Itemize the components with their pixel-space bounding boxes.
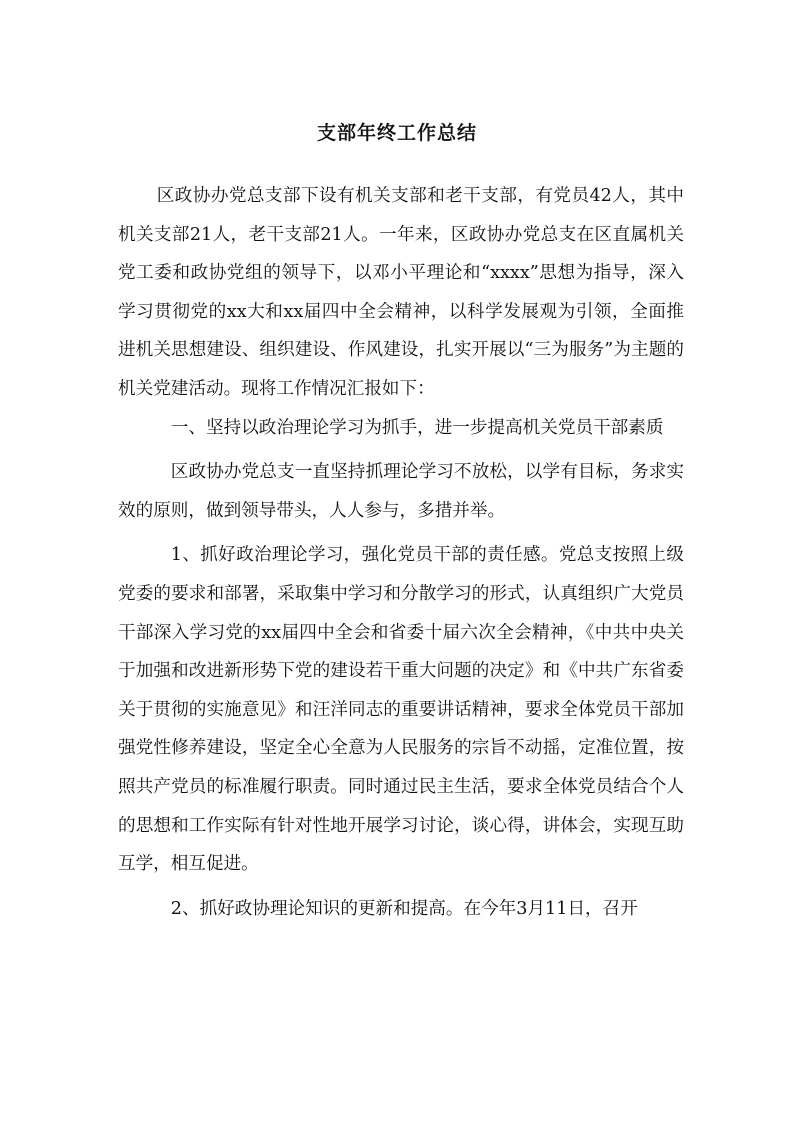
paragraph-intro: 区政协办党总支部下设有机关支部和老干支部，有党员42人，其中机关支部21人，老干支部21人。一年来，区政协办党总支在区直属机关党工委和政协党组的领导下，以邓小平理论和“xxxx”思想为指导，深入学习贯彻党的xx大和xx届四中全会精神，以科学发展观为引领，全面推进机关思想建设、组织建设、作风建设，扎实开展以“三为服务”为主题的机关党建活动。现将工作情况汇报如下： [118, 186, 684, 399]
document-title: 支部年终工作总结 [316, 122, 477, 144]
paragraph-section-1-intro: 区政协办党总支一直坚持抓理论学习不放松，以学有目标，务求实效的原则，做到领导带头，人人参与，多措并举。 [118, 462, 684, 521]
paragraph-item-2: 2、抓好政协理论知识的更新和提高。在今年3月11日，召开 [170, 898, 638, 919]
paragraph-item-1: 1、抓好政治理论学习，强化党员干部的责任感。党总支按照上级党委的要求和部署，采取集中学习和分散学习的形式，认真组织广大党员干部深入学习党的xx届四中全会和省委十届六次全会精神，《中共中央关于加强和改进新形势下党的建设若干重大问题的决定》和《中共广东省委关于贯彻的实施意见》和汪洋同志的重要讲话精神，要求全体党员干部加强党性修养建设，坚定全心全意为人民服务的宗旨不动摇，定准位置，按照共产党员的标准履行职责。同时通过民主生活，要求全体党员结合个人的思想和工作实际有针对性地开展学习讨论，谈心得，讲体会，实现互助互学，相互促进。 [118, 545, 684, 875]
document-body [118, 177, 684, 928]
section-heading-1: 一、坚持以政治理论学习为抓手，进一步提高机关党员干部素质 [170, 417, 664, 438]
